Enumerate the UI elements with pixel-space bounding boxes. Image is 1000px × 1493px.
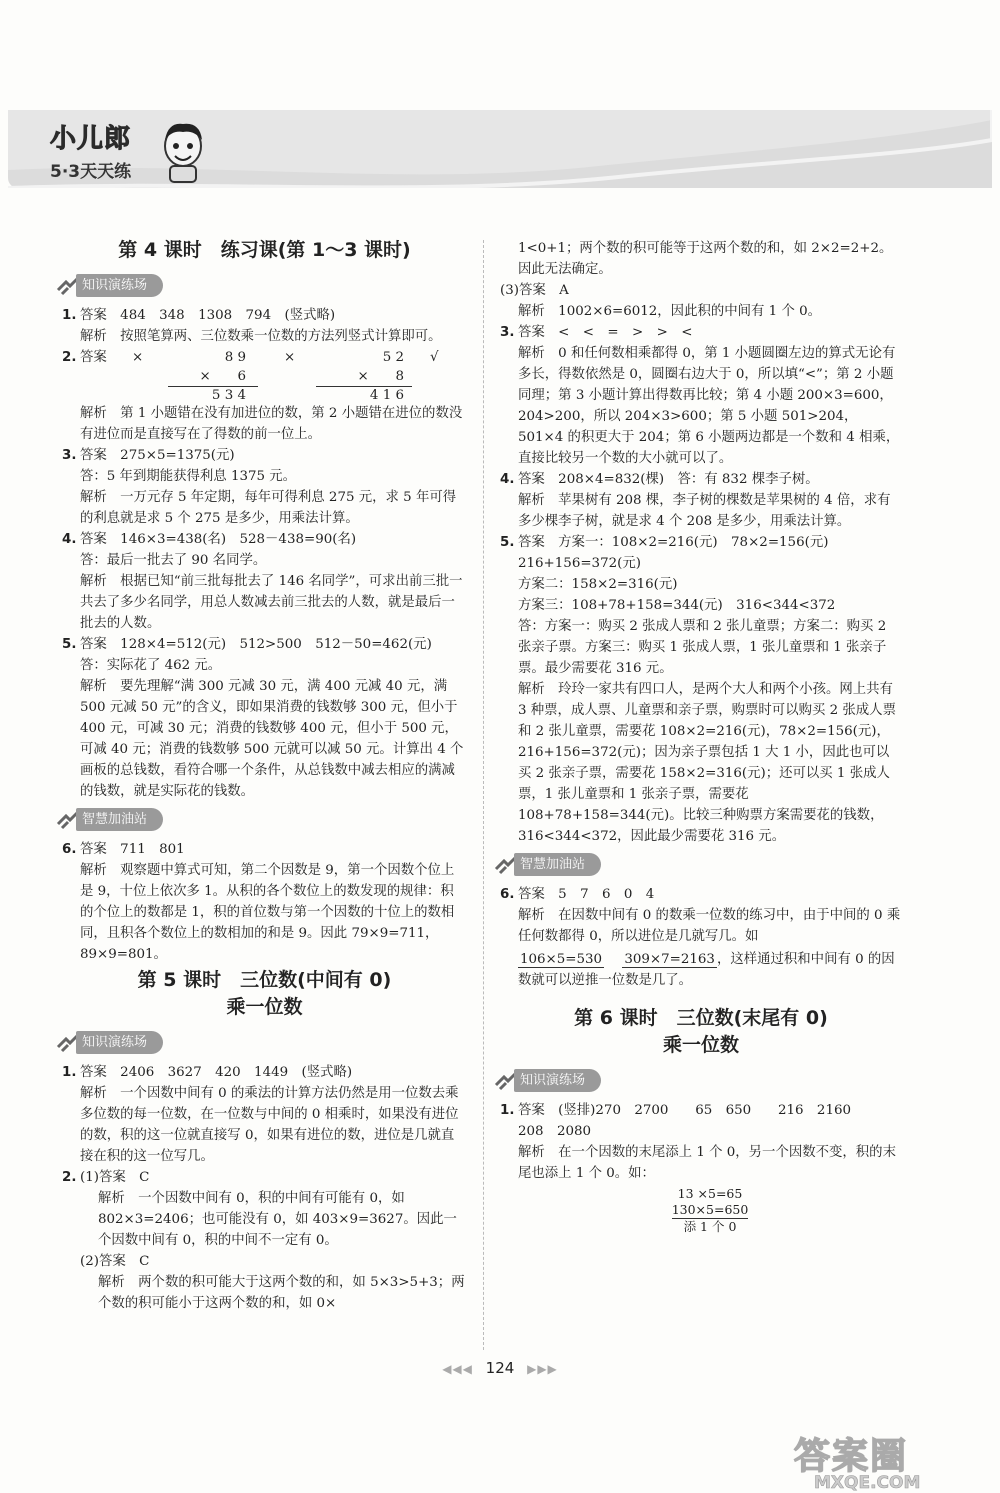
section-title: 知识演练场 <box>76 1031 163 1054</box>
lesson5-title-line1: 第 5 课时 三位数(中间有 0) <box>137 969 392 991</box>
calc2-result: 4 1 6 <box>369 388 404 403</box>
question-number: 1. <box>62 308 77 323</box>
wrong-mark-1: × <box>132 350 144 365</box>
lesson6-title-line1: 第 6 课时 三位数(末尾有 0) <box>574 1007 828 1029</box>
answer-text: 答案 < < = > > < <box>518 325 693 340</box>
answer-text: 答案 484 348 1308 794 (竖式略) <box>80 308 336 323</box>
answer-text: 答案 275×5=1375(元) <box>80 448 235 463</box>
answer-text: 答案 711 801 <box>80 842 185 857</box>
analysis-text: 解析 一个因数中间有 0，积的中间有可能有 0，如 802×3=2406；也可能没有 0，如 403×9=3627。因此一个因数中间有 0，积的中间不一定有 0。 <box>98 1191 457 1248</box>
answer-label: 答案 <box>80 350 107 365</box>
reply-text: 答：实际花了 462 元。 <box>80 658 222 673</box>
section-knowledge-practice <box>56 274 163 297</box>
page-footer <box>0 1359 1000 1377</box>
section-knowledge-practice-3 <box>494 1069 601 1092</box>
section-title: 知识演练场 <box>514 1069 601 1092</box>
analysis-text: 解析 一个因数中间有 0 的乘法的计算方法仍然是用一位数去乘多位数的每一位数，在一位数与中间的 0 相乘时，如果没有进位的数，积的这一位就直接写 0，如果有进位的数，进位是几就直接在积的这一位写几。 <box>80 1086 459 1164</box>
page-number: 124 <box>485 1359 515 1377</box>
question-number: 2. <box>62 1170 77 1185</box>
example-line-1: 13 ×5=65 <box>677 1186 743 1201</box>
answer-text: (3)答案 A <box>500 283 569 298</box>
example-eq-2: 309×7=2163 <box>624 952 715 967</box>
answer-text: 答案 146×3=438(名) 528－438=90(名) <box>80 532 357 547</box>
answer-text: (1)答案 C <box>80 1170 150 1185</box>
answer-text: 答案 2406 3627 420 1449 (竖式略) <box>80 1065 353 1080</box>
lesson5-title-line2: 乘一位数 <box>226 996 303 1018</box>
analysis-text: 解析 在一个因数的末尾添上 1 个 0，另一个因数不变，积的末尾也添上 1 个 0。如： <box>518 1145 896 1181</box>
analysis-text: 解析 一万元存 5 年定期，每年可得利息 275 元，求 5 年可得的利息就是求 5 个 275 是多少，用乘法计算。 <box>80 490 457 526</box>
lesson5-title <box>62 967 467 1021</box>
watermark-url: MXQE.COM <box>814 1473 921 1493</box>
question-5 <box>62 634 467 802</box>
left-arrows-icon: ◀◀◀ <box>442 1362 473 1376</box>
calc1-mid: × 6 <box>168 368 258 387</box>
section-title: 智慧加油站 <box>76 808 163 831</box>
logo-subtitle: 5·3天天练 <box>50 162 132 182</box>
r-question-5 <box>500 532 902 847</box>
question-number: 4. <box>500 472 515 487</box>
analysis-text: 解析 第 1 小题错在没有加进位的数，第 2 小题错在进位的数没有进位而是直接写在了得数的前一位上。 <box>80 406 463 442</box>
lesson6-title-line2: 乘一位数 <box>662 1034 739 1056</box>
question-number: 4. <box>62 532 77 547</box>
analysis-text: 解析 要先理解“满 300 元减 30 元，满 400 元减 40 元，满 500 元减 50 元”的含义，即如果消费的钱数够 300 元，但小于 400 元，可减 30 元；消费的钱数够 400 元，但小于 500 元，可减 40 元；消费的钱数够 500 元就可以减 50 元。计算出 4 个画板的总钱数，看符合哪一个条件，从总钱数中减去相应的满减的钱数，就是实际花的钱数。 <box>80 679 464 799</box>
logo-title: 小儿郎 <box>50 124 132 154</box>
column-divider <box>483 240 484 1350</box>
reply-text: 答：5 年到期能获得利息 1375 元。 <box>80 469 297 484</box>
section-knowledge-practice-2 <box>56 1031 163 1054</box>
r-question-3 <box>500 322 902 469</box>
answer-text: 答案 5 7 6 0 4 <box>518 887 655 902</box>
question-1 <box>62 305 467 347</box>
example-eq-1: 106×5=530 <box>520 952 603 967</box>
vertical-calc-2 <box>316 347 412 405</box>
analysis-text: 解析 根据已知“前三批每批去了 146 名同学”，可求出前三批一共去了多少名同学，用总人数减去前三批去的人数，就是最后一批去的人数。 <box>80 574 463 631</box>
brand-logo <box>50 118 160 182</box>
watermark-logo <box>794 1428 994 1493</box>
answer-text: (2)答案 C <box>80 1254 150 1269</box>
question-number: 5. <box>500 535 515 550</box>
r-question-4 <box>500 469 902 532</box>
right-arrows-icon: ▶▶▶ <box>527 1362 558 1376</box>
answer-line: 方案二：158×2=316(元) <box>518 577 678 592</box>
watermark-text: 答案圈 <box>794 1436 909 1477</box>
question-number: 2. <box>62 350 77 365</box>
l5-question-1 <box>62 1062 467 1167</box>
left-column <box>62 235 467 1314</box>
section-wisdom-station <box>56 808 163 831</box>
reply-text: 答：方案一：购买 2 张成人票和 2 张儿童票；方案二：购买 2 张亲子票。方案三：购买 1 张成人票，1 张儿童票和 1 张亲子票。最少需要花 316 元。 <box>518 619 887 676</box>
example-line-3: 添 1 个 0 <box>683 1219 737 1234</box>
example-line-2: 130×5=650 <box>671 1202 749 1217</box>
question-number: 5. <box>62 637 77 652</box>
r-question-6 <box>500 884 902 991</box>
vertical-multiplication-row <box>80 347 467 403</box>
calc1-top: 8 9 <box>224 350 246 365</box>
mascot-boy-icon <box>160 118 206 184</box>
continued-text: 1<0+1；两个数的积可能等于这两个数的和，如 2×2=2+2。因此无法确定。 <box>518 241 893 277</box>
answer-text: 答案 方案一：108×2=216(元) 78×2=156(元) <box>518 535 829 550</box>
analysis-text: 解析 玲玲一家共有四口人，是两个大人和两个小孩。网上共有 3 种票，成人票、儿童票和亲子票，购票时可以购买 2 张成人票和 2 张儿童票，需要花 108×2=216(元)，78×2=156(元)，216+156=372(元)；因为亲子票包括 1 大 1 小，因此也可以买 2 张亲子票，需要花 158×2=316(元)；还可以买 1 张成人票，1 张儿童票和 1 张亲子票，需要花 108+78+158=344(元)。比较三种购票方案需要花的钱数，316<344<372，因此最少需要花 316 元。 <box>518 682 896 844</box>
section-title: 智慧加油站 <box>514 853 601 876</box>
calc2-top: 5 2 <box>382 350 404 365</box>
question-number: 3. <box>62 448 77 463</box>
section-title: 知识演练场 <box>76 274 163 297</box>
example-tail: ，这样通过积和中间有 0 的因数就可以逆推一位数是几了。 <box>518 952 895 988</box>
analysis-text: 解析 按照笔算两、三位数乘一位数的方法列竖式计算即可。 <box>80 329 442 344</box>
reply-text: 答：最后一批去了 90 名同学。 <box>80 553 267 568</box>
section-wisdom-station-2 <box>494 853 601 876</box>
analysis-text: 解析 苹果树有 208 棵，李子树的棵数是苹果树的 4 倍，求有多少棵李子树，就是求 4 个 208 是多少，用乘法计算。 <box>518 493 891 529</box>
question-number: 6. <box>62 842 77 857</box>
right-column <box>500 238 902 1235</box>
calc1-result: 5 3 4 <box>211 388 246 403</box>
l5-question-2 <box>62 1167 467 1314</box>
analysis-text: 解析 观察题中算式可知，第二个因数是 9，第一个因数个位上是 9，十位上依次多 1。从积的各个数位上的数发现的规律：积的个位上的数都是 1，积的首位数与第一个因数的十位上的数相同，且积各个数位上的数相加的和是 9。因此 79×9=711，89×9=801。 <box>80 863 455 962</box>
analysis-text: 解析 两个数的积可能大于这两个数的和，如 5×3>5+3；两个数的积可能小于这两个数的和，如 0× <box>98 1275 465 1311</box>
answer-line: 208 2080 <box>518 1124 592 1139</box>
question-2 <box>62 347 467 445</box>
answer-line: 216+156=372(元) <box>518 556 641 571</box>
answer-text: 答案 128×4=512(元) 512>500 512－50=462(元) <box>80 637 432 652</box>
example-stack <box>518 1186 902 1235</box>
vertical-calc-1 <box>168 347 258 405</box>
example-equations <box>518 949 902 991</box>
question-number: 1. <box>500 1103 515 1118</box>
analysis-text: 解析 1002×6=6012，因此积的中间有 1 个 0。 <box>518 304 822 319</box>
question-number: 6. <box>500 887 515 902</box>
calc2-mid: × 8 <box>316 368 412 387</box>
answer-text: 答案 208×4=832(棵) 答：有 832 棵李子树。 <box>518 472 819 487</box>
question-number: 3. <box>500 325 515 340</box>
lesson4-title: 第 4 课时 练习课(第 1～3 课时) <box>118 239 411 261</box>
lesson6-title <box>500 1005 902 1059</box>
question-3 <box>62 445 467 529</box>
question-6 <box>62 839 467 965</box>
correct-mark: √ <box>430 350 439 365</box>
question-number: 1. <box>62 1065 77 1080</box>
wrong-mark-2: × <box>284 350 296 365</box>
question-4 <box>62 529 467 634</box>
answer-text: 答案 (竖排)270 2700 65 650 216 2160 <box>518 1103 852 1118</box>
l6-question-1 <box>500 1100 902 1235</box>
answer-line: 方案三：108+78+158=344(元) 316<344<372 <box>518 598 836 613</box>
analysis-text: 解析 在因数中间有 0 的数乘一位数的练习中，由于中间的 0 乘任何数都得 0，所以进位是几就写几。如 <box>518 908 901 944</box>
analysis-text: 解析 0 和任何数相乘都得 0，第 1 小题圆圈左边的算式无论有多长，得数依然是 0，圆圈右边大于 0，所以填“<”；第 2 小题同理；第 3 小题计算出得数再比较；第 4 小题 200×3=600，204>200，所以 204×3>600；第 5 小题 501>204，501×4 的积更大于 204；第 6 小题两边都是一个数和 4 相乘，直接比较另一个数的大小就可以了。 <box>518 346 900 466</box>
